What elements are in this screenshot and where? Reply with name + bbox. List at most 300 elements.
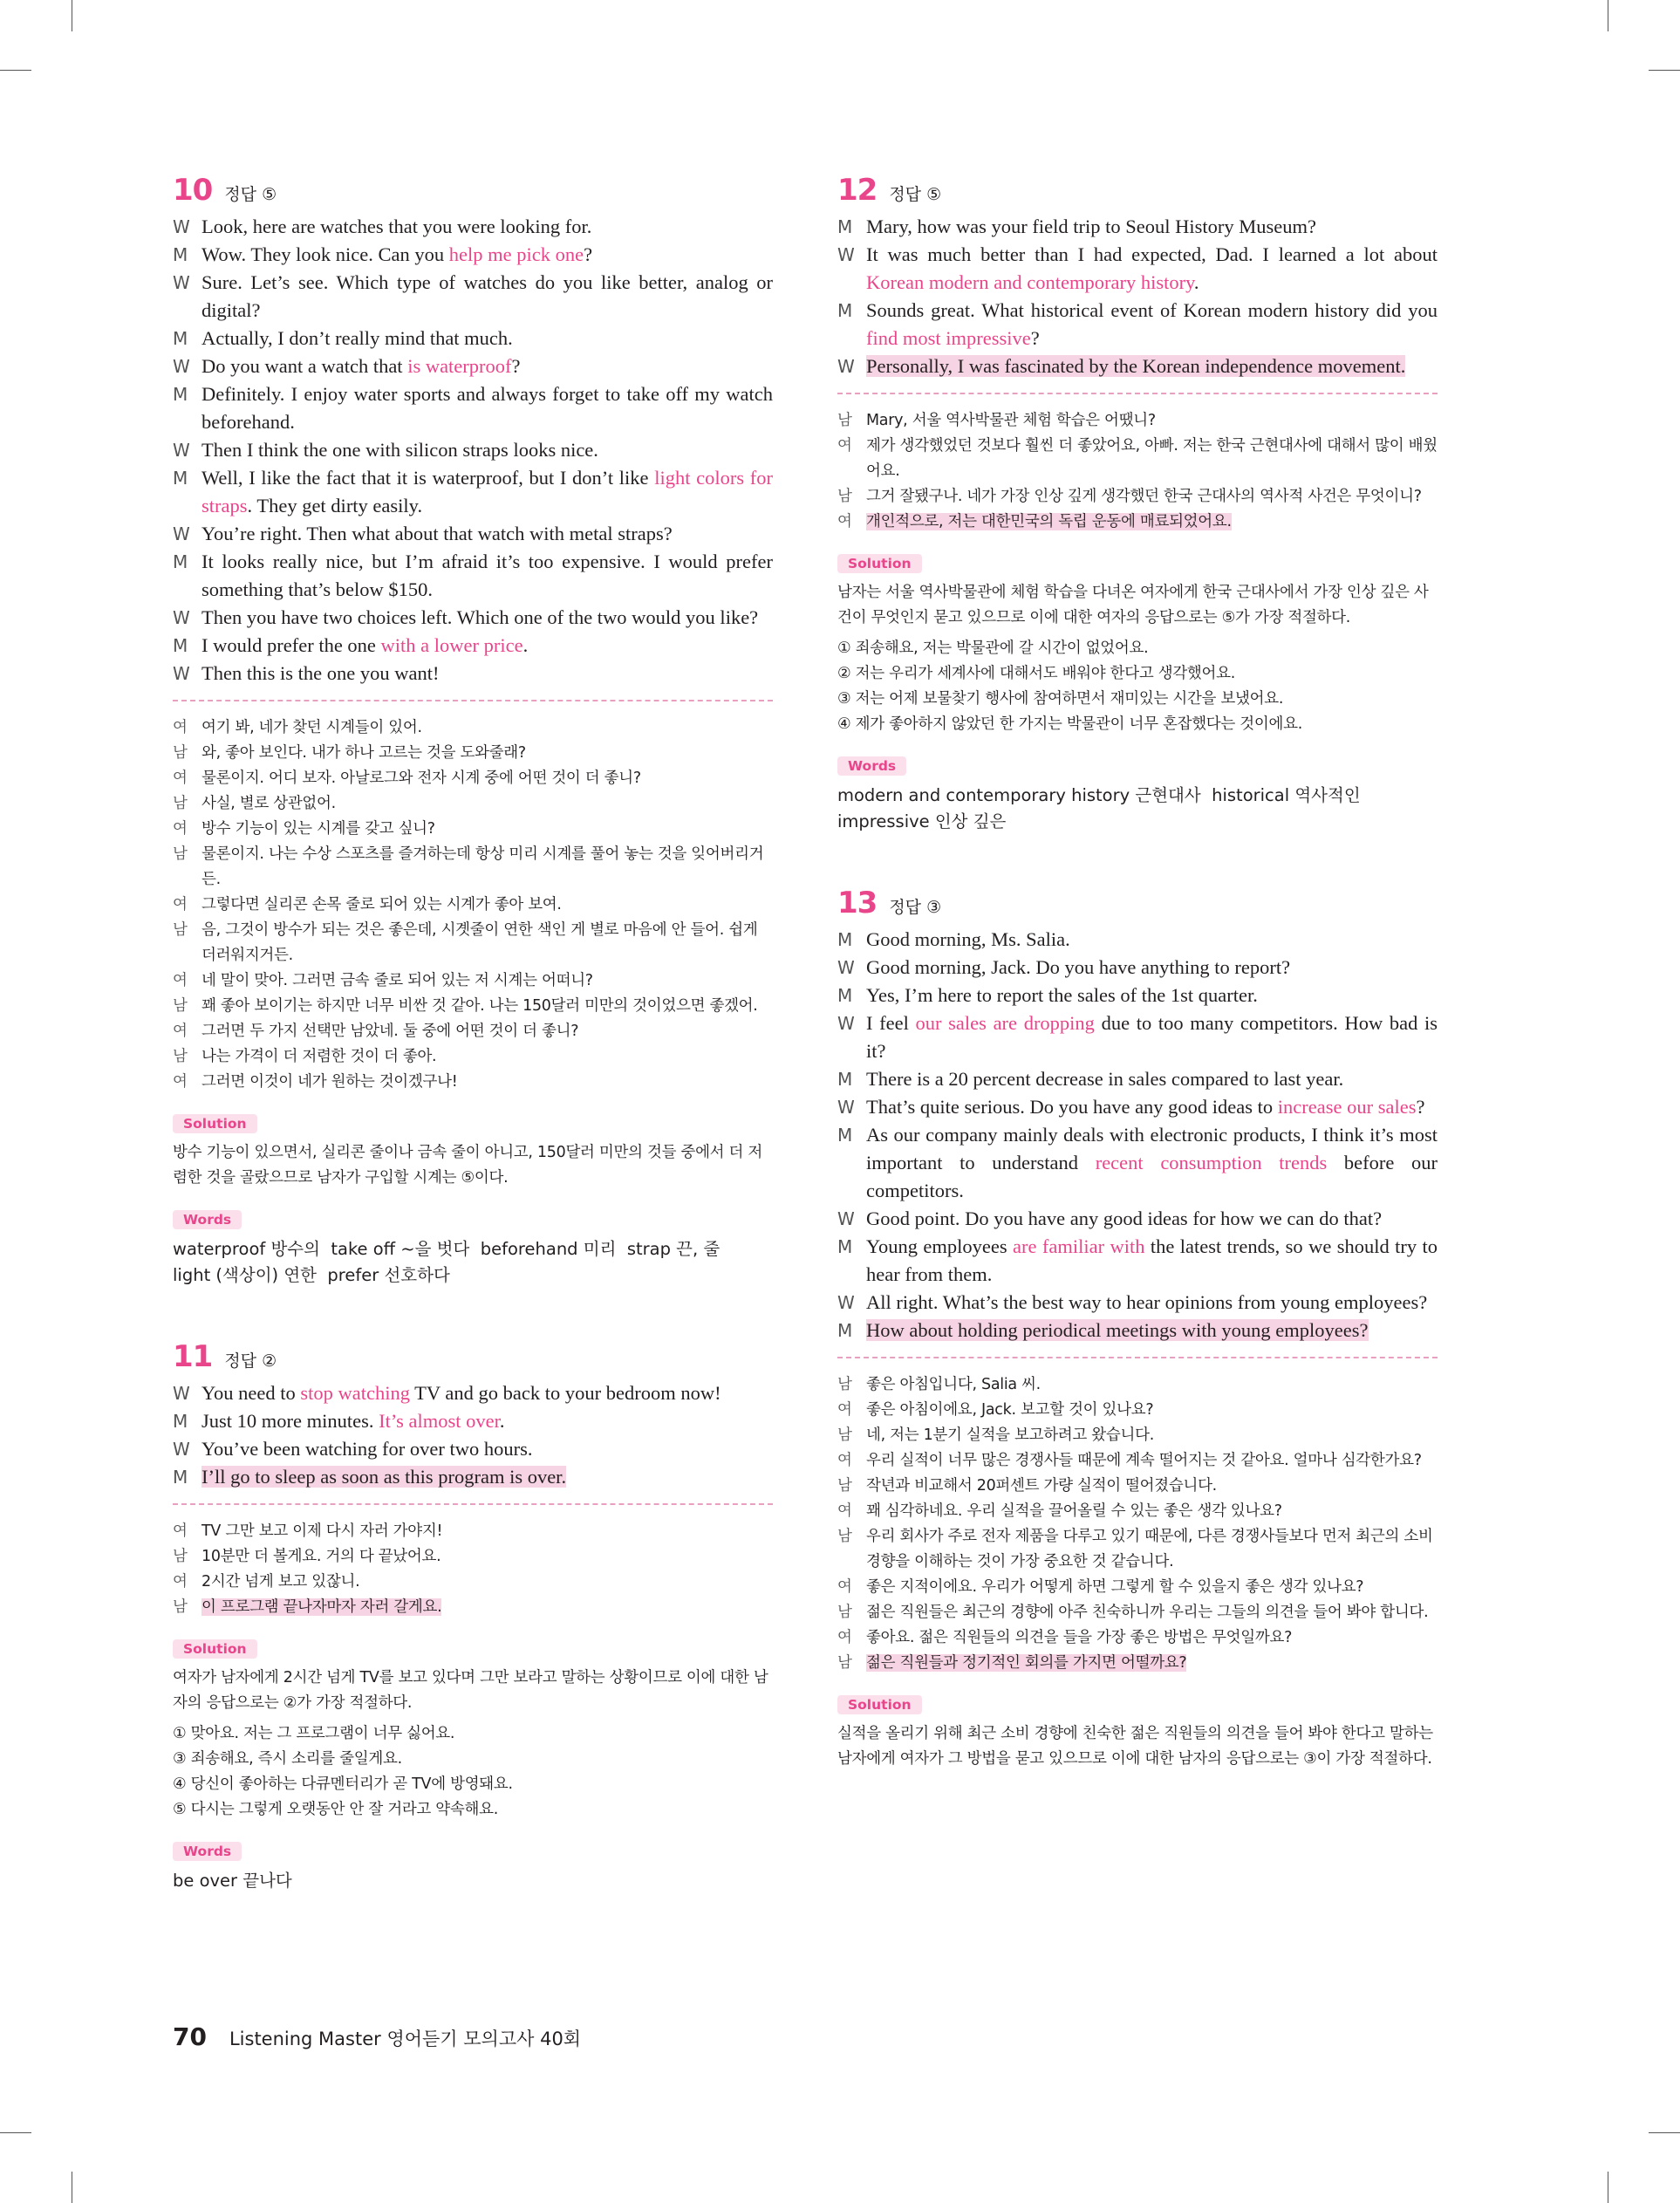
korean-translation bbox=[837, 1372, 1438, 1676]
line-segment: All right. What’s the best way to hear opinions from young employees? bbox=[866, 1291, 1428, 1313]
line-text bbox=[866, 1398, 1438, 1423]
line-segment: Then I think the one with silicon straps looks nice. bbox=[201, 439, 598, 461]
dialog-line bbox=[173, 842, 773, 893]
question-number: 11 bbox=[173, 1339, 213, 1374]
line-text bbox=[201, 1519, 773, 1544]
line-segment: You’ve been watching for over two hours. bbox=[201, 1438, 533, 1460]
dialog-line bbox=[173, 1463, 773, 1491]
solution-tag: Solution bbox=[173, 1639, 257, 1659]
dialog-line bbox=[173, 520, 773, 548]
line-text bbox=[201, 352, 773, 380]
speaker-label: 여 bbox=[837, 437, 852, 455]
speaker-label: 여 bbox=[173, 896, 188, 913]
answer-highlight: 개인적으로, 저는 대한민국의 독립 운동에 매료되었어요. bbox=[866, 513, 1232, 530]
dialog-line bbox=[173, 1595, 773, 1620]
line-segment: I would prefer the one bbox=[201, 634, 381, 656]
answer-highlight: 이 프로그램 끝나자마자 자러 갈게요. bbox=[201, 1598, 442, 1616]
speaker-label: M bbox=[173, 244, 188, 265]
dialog-line bbox=[837, 1398, 1438, 1423]
line-text bbox=[201, 1570, 773, 1595]
line-text bbox=[201, 604, 773, 632]
list-item: ① 죄송해요, 저는 박물관에 갈 시간이 없었어요. bbox=[837, 640, 1149, 657]
line-segment: Sounds great. What historical event of Korean modern history did you bbox=[866, 299, 1438, 321]
line-text bbox=[201, 715, 773, 741]
list-item: waterproof 방수의 take off ~을 벗다 beforehand 미리 strap 끈, 줄 bbox=[173, 1239, 720, 1259]
answer-highlight: 젊은 직원들과 정기적인 회의를 가지면 어떨까요? bbox=[866, 1654, 1187, 1672]
key-phrase: find most impressive bbox=[866, 327, 1031, 349]
line-segment: There is a 20 percent decrease in sales compared to last year. bbox=[866, 1068, 1344, 1090]
dialog-line bbox=[837, 297, 1438, 352]
line-segment: 꽤 심각하네요. 우리 실적을 끌어올릴 수 있는 좋은 생각 있나요? bbox=[866, 1502, 1282, 1520]
key-phrase: light colors for straps bbox=[201, 467, 773, 517]
dialog-line bbox=[173, 1019, 773, 1044]
dialog-line bbox=[173, 436, 773, 464]
speaker-label: M bbox=[837, 929, 853, 950]
speaker-label: 남 bbox=[837, 1604, 852, 1621]
speaker-label: 여 bbox=[837, 1629, 852, 1646]
speaker-label: 남 bbox=[837, 1477, 852, 1495]
line-segment: As our company mainly deals with electronic products, I think it’s most important to understand bbox=[866, 1124, 1438, 1173]
dialog-line bbox=[837, 1233, 1438, 1289]
speaker-label: 여 bbox=[173, 1573, 188, 1591]
line-text bbox=[201, 1595, 773, 1620]
speaker-label: 여 bbox=[173, 1073, 188, 1091]
line-segment: 물론이지. 나는 수상 스포츠를 즐겨하는데 항상 미리 시계를 풀어 놓는 것을 잊어버리거든. bbox=[201, 845, 764, 888]
line-segment: ? bbox=[584, 243, 593, 265]
line-segment: 와, 좋아 보인다. 내가 하나 고르는 것을 도와줄래? bbox=[201, 744, 526, 762]
answer-label: 정답 ② bbox=[224, 1351, 277, 1371]
line-text bbox=[201, 269, 773, 325]
list-item: ⑤ 다시는 그렇게 오랫동안 안 잘 거라고 약속해요. bbox=[173, 1801, 498, 1818]
dialog-line bbox=[173, 893, 773, 918]
question-header bbox=[837, 173, 1438, 208]
korean-translation bbox=[173, 1519, 773, 1620]
line-segment: Good morning, Jack. Do you have anything to report? bbox=[866, 956, 1291, 978]
dialog-line bbox=[837, 1600, 1438, 1625]
line-text bbox=[866, 1524, 1438, 1575]
speaker-label: 남 bbox=[173, 795, 188, 812]
dialog-line bbox=[173, 325, 773, 352]
line-text bbox=[866, 1093, 1438, 1121]
list-item: ③ 저는 어제 보물찾기 행사에 참여하면서 재미있는 시간을 보냈어요. bbox=[837, 690, 1284, 708]
key-phrase: our sales are dropping bbox=[915, 1012, 1095, 1034]
dialog-line bbox=[837, 1474, 1438, 1499]
line-text bbox=[201, 1379, 773, 1407]
line-segment: 2시간 넘게 보고 있잖니. bbox=[201, 1573, 360, 1591]
dialog-line bbox=[837, 1121, 1438, 1205]
line-segment: Good point. Do you have any good ideas for how we can do that? bbox=[866, 1208, 1383, 1229]
speaker-label: 남 bbox=[837, 1426, 852, 1444]
dialog-line bbox=[173, 604, 773, 632]
dialog-line bbox=[173, 548, 773, 604]
english-dialog bbox=[173, 213, 773, 688]
speaker-label: 남 bbox=[173, 1598, 188, 1616]
korean-translation bbox=[837, 408, 1438, 535]
dialog-line bbox=[173, 1570, 773, 1595]
line-text bbox=[866, 1575, 1438, 1600]
dialog-line bbox=[173, 213, 773, 241]
line-text bbox=[201, 213, 773, 241]
words-tag: Words bbox=[837, 756, 906, 776]
line-segment: Yes, I’m here to report the sales of the 1st quarter. bbox=[866, 984, 1258, 1006]
speaker-label: 남 bbox=[173, 1548, 188, 1565]
words-tag: Words bbox=[173, 1842, 242, 1861]
list-item: ③ 죄송해요, 즉시 소리를 줄일게요. bbox=[173, 1750, 402, 1768]
dialog-line bbox=[173, 817, 773, 842]
words-tag: Words bbox=[173, 1210, 242, 1229]
line-text bbox=[201, 1435, 773, 1463]
question-12 bbox=[837, 173, 1438, 835]
line-text bbox=[866, 1233, 1438, 1289]
line-segment: . bbox=[499, 1410, 505, 1432]
book-title: Listening Master 영어듣기 모의고사 40회 bbox=[229, 2029, 582, 2049]
dialog-line bbox=[173, 741, 773, 766]
key-phrase: stop watching bbox=[300, 1382, 410, 1404]
speaker-label: 여 bbox=[173, 1522, 188, 1540]
line-text bbox=[866, 1289, 1438, 1317]
line-segment: 방수 기능이 있는 시계를 갖고 싶니? bbox=[201, 820, 435, 838]
line-text bbox=[201, 660, 773, 688]
speaker-label: 남 bbox=[173, 744, 188, 762]
line-segment: 음, 그것이 방수가 되는 것은 좋은데, 시곗줄이 연한 색인 게 별로 마음에 안 들어. 쉽게 더러워지거든. bbox=[201, 921, 758, 964]
key-phrase: increase our sales bbox=[1277, 1096, 1417, 1118]
question-11 bbox=[173, 1339, 773, 1894]
speaker-label: 남 bbox=[837, 488, 852, 505]
speaker-label: M bbox=[173, 635, 188, 656]
spacer bbox=[173, 1289, 773, 1339]
dialog-line bbox=[837, 434, 1438, 484]
answer-label: 정답 ③ bbox=[889, 898, 942, 917]
speaker-label: M bbox=[837, 1069, 853, 1090]
list-item: ④ 당신이 좋아하는 다큐멘터리가 곧 TV에 방영돼요. bbox=[173, 1775, 513, 1793]
line-text bbox=[866, 1423, 1438, 1448]
speaker-label: 여 bbox=[837, 1401, 852, 1419]
line-text bbox=[201, 1019, 773, 1044]
line-text bbox=[866, 1600, 1438, 1625]
line-text bbox=[866, 408, 1438, 434]
line-segment: 좋은 지적이에요. 우리가 어떻게 하면 그렇게 할 수 있을지 좋은 생각 있나요? bbox=[866, 1578, 1364, 1596]
dialog-line bbox=[837, 213, 1438, 241]
dialog-line bbox=[173, 791, 773, 817]
dialog-line bbox=[837, 1065, 1438, 1093]
line-text bbox=[201, 994, 773, 1019]
line-segment: 그거 잘됐구나. 네가 가장 인상 깊게 생각했던 한국 근대사의 역사적 사건은 무엇이니? bbox=[866, 488, 1422, 505]
line-segment: Actually, I don’t really mind that much. bbox=[201, 327, 513, 349]
dialog-line bbox=[173, 632, 773, 660]
list-item: be over 끝나다 bbox=[173, 1871, 292, 1891]
speaker-label: M bbox=[173, 1411, 188, 1432]
line-text bbox=[201, 893, 773, 918]
dialog-line bbox=[173, 715, 773, 741]
line-segment: 네 말이 맞아. 그러면 금속 줄로 되어 있는 저 시계는 어떠니? bbox=[201, 972, 593, 989]
options-list bbox=[173, 1721, 773, 1823]
solution-text: 방수 기능이 있으면서, 실리콘 줄이나 금속 줄이 아니고, 150달러 미만의 것들 중에서 더 저렴한 것을 골랐으므로 남자가 구입할 시계는 ⑤이다. bbox=[173, 1144, 763, 1187]
line-text bbox=[201, 520, 773, 548]
options-list bbox=[837, 636, 1438, 737]
key-phrase: It’s almost over bbox=[379, 1410, 500, 1432]
line-text bbox=[866, 926, 1438, 954]
line-segment: 네, 저는 1분기 실적을 보고하려고 왔습니다. bbox=[866, 1426, 1154, 1444]
dialog-line bbox=[837, 1651, 1438, 1676]
line-segment: ? bbox=[1416, 1096, 1425, 1118]
line-text bbox=[866, 1372, 1438, 1398]
solution-text: 실적을 올리기 위해 최근 소비 경향에 친숙한 젊은 직원들의 의견을 들어 봐야 한다고 말하는 남자에게 여자가 그 방법을 묻고 있으므로 이에 대한 남자의 응답으로는 ③이 가장 적절하다. bbox=[837, 1725, 1433, 1768]
line-text bbox=[866, 1121, 1438, 1205]
dialog-line bbox=[173, 380, 773, 436]
speaker-label: W bbox=[173, 1383, 190, 1404]
line-segment: 우리 회사가 주로 전자 제품을 다루고 있기 때문에, 다른 경쟁사들보다 먼저 최근의 소비 경향을 이해하는 것이 가장 중요한 것 같습니다. bbox=[866, 1528, 1433, 1570]
crop-mark bbox=[0, 2132, 31, 2133]
line-text bbox=[201, 380, 773, 436]
page-number: 70 bbox=[173, 2022, 207, 2051]
line-segment: 제가 생각했었던 것보다 훨씬 더 좋았어요, 아빠. 저는 한국 근현대사에 대해서 많이 배웠어요. bbox=[866, 437, 1438, 480]
words-list bbox=[173, 1868, 773, 1894]
line-text bbox=[866, 297, 1438, 352]
dialog-line bbox=[173, 1070, 773, 1095]
line-text bbox=[201, 741, 773, 766]
answer-highlight: I’ll go to sleep as soon as this program is over. bbox=[201, 1466, 567, 1488]
line-text bbox=[866, 1205, 1438, 1233]
dialog-line bbox=[173, 241, 773, 269]
dialog-line bbox=[173, 1407, 773, 1435]
solution-text: 여자가 남자에게 2시간 넘게 TV를 보고 있다며 그만 보라고 말하는 상황이므로 이에 대한 남자의 응답으로는 ②가 가장 적절하다. bbox=[173, 1669, 768, 1712]
speaker-label: 남 bbox=[837, 1654, 852, 1672]
english-dialog bbox=[837, 213, 1438, 380]
line-text bbox=[866, 954, 1438, 982]
divider bbox=[173, 1503, 773, 1505]
line-text bbox=[866, 1317, 1438, 1344]
line-segment: Just 10 more minutes. bbox=[201, 1410, 379, 1432]
question-header bbox=[173, 1339, 773, 1374]
dialog-line bbox=[837, 954, 1438, 982]
dialog-line bbox=[837, 1575, 1438, 1600]
line-text bbox=[201, 325, 773, 352]
speaker-label: M bbox=[837, 1236, 853, 1257]
speaker-label: M bbox=[173, 1467, 188, 1488]
speaker-label: W bbox=[837, 1097, 855, 1118]
words-list bbox=[173, 1236, 773, 1289]
english-dialog bbox=[837, 926, 1438, 1344]
list-item: ② 저는 우리가 세계사에 대해서도 배워야 한다고 생각했어요. bbox=[837, 665, 1236, 682]
solution-tag: Solution bbox=[837, 1695, 922, 1714]
korean-translation bbox=[173, 715, 773, 1095]
dialog-line bbox=[173, 464, 773, 520]
line-text bbox=[201, 548, 773, 604]
speaker-label: M bbox=[173, 468, 188, 489]
divider bbox=[173, 700, 773, 701]
line-segment: Wow. They look nice. Can you bbox=[201, 243, 449, 265]
line-segment: 그렇다면 실리콘 손목 줄로 되어 있는 시계가 좋아 보여. bbox=[201, 896, 562, 913]
line-segment: due to too many competitors. How bad is it? bbox=[866, 1012, 1438, 1062]
line-segment: 물론이지. 어디 보자. 아날로그와 전자 시계 중에 어떤 것이 더 좋니? bbox=[201, 770, 641, 787]
line-segment: 우리 실적이 너무 많은 경쟁사들 때문에 계속 떨어지는 것 같아요. 얼마나 심각한가요? bbox=[866, 1452, 1422, 1469]
line-text bbox=[866, 434, 1438, 484]
line-text bbox=[201, 1407, 773, 1435]
line-segment: 사실, 별로 상관없어. bbox=[201, 795, 336, 812]
speaker-label: W bbox=[837, 1013, 855, 1034]
dialog-line bbox=[837, 408, 1438, 434]
speaker-label: M bbox=[173, 384, 188, 405]
list-item: light (색상이) 연한 prefer 선호하다 bbox=[173, 1265, 450, 1285]
line-text bbox=[866, 1499, 1438, 1524]
key-phrase: with a lower price bbox=[380, 634, 523, 656]
dialog-line bbox=[837, 1524, 1438, 1575]
words-list bbox=[837, 783, 1438, 835]
line-text bbox=[201, 918, 773, 968]
question-number: 10 bbox=[173, 173, 213, 208]
question-10 bbox=[173, 173, 773, 1289]
dialog-line bbox=[173, 918, 773, 968]
key-phrase: help me pick one bbox=[448, 243, 584, 265]
dialog-line bbox=[837, 1423, 1438, 1448]
speaker-label: 남 bbox=[173, 921, 188, 939]
dialog-line bbox=[173, 1519, 773, 1544]
key-phrase: is waterproof bbox=[407, 355, 512, 377]
speaker-label: 남 bbox=[173, 1048, 188, 1065]
key-phrase: recent consumption trends bbox=[1095, 1152, 1328, 1173]
line-segment: 좋은 아침입니다, Salia 씨. bbox=[866, 1376, 1041, 1393]
speaker-label: 여 bbox=[173, 719, 188, 736]
line-text bbox=[866, 1625, 1438, 1651]
speaker-label: 남 bbox=[173, 845, 188, 863]
dialog-line bbox=[173, 1044, 773, 1070]
line-segment: It was much better than I had expected, Dad. I learned a lot about bbox=[866, 243, 1438, 265]
line-segment: 나는 가격이 더 저렴한 것이 더 좋아. bbox=[201, 1048, 437, 1065]
line-segment: 그러면 이것이 네가 원하는 것이겠구나! bbox=[201, 1073, 458, 1091]
speaker-label: W bbox=[173, 663, 190, 684]
answer-label: 정답 ⑤ bbox=[889, 185, 942, 204]
speaker-label: M bbox=[173, 551, 188, 572]
line-segment: Young employees bbox=[866, 1235, 1014, 1257]
line-segment: 그러면 두 가지 선택만 남았네. 둘 중에 어떤 것이 더 좋니? bbox=[201, 1023, 579, 1040]
line-text bbox=[866, 982, 1438, 1009]
line-segment: 작년과 비교해서 20퍼센트 가량 실적이 떨어졌습니다. bbox=[866, 1477, 1217, 1495]
dialog-line bbox=[173, 1379, 773, 1407]
line-segment: Well, I like the fact that it is waterproof, but I don’t like bbox=[201, 467, 655, 489]
speaker-label: M bbox=[837, 985, 853, 1006]
line-text bbox=[201, 791, 773, 817]
line-text bbox=[866, 213, 1438, 241]
line-segment: 좋아요. 젊은 직원들의 의견을 들을 가장 좋은 방법은 무엇일까요? bbox=[866, 1629, 1293, 1646]
crop-mark bbox=[1649, 70, 1680, 71]
line-text bbox=[866, 1448, 1438, 1474]
line-segment: TV 그만 보고 이제 다시 자러 가야지! bbox=[201, 1522, 443, 1540]
line-segment: That’s quite serious. Do you have any good ideas to bbox=[866, 1096, 1278, 1118]
dialog-line bbox=[837, 1289, 1438, 1317]
dialog-line bbox=[837, 241, 1438, 297]
line-text bbox=[201, 241, 773, 269]
answer-label: 정답 ⑤ bbox=[224, 185, 277, 204]
right-column bbox=[837, 173, 1438, 1772]
dialog-line bbox=[837, 1093, 1438, 1121]
line-segment: Sure. Let’s see. Which type of watches do you like better, analog or digital? bbox=[201, 271, 773, 321]
list-item: ① 맞아요. 저는 그 프로그램이 너무 싫어요. bbox=[173, 1725, 455, 1742]
dialog-line bbox=[837, 982, 1438, 1009]
line-segment: before our competitors. bbox=[866, 1152, 1438, 1201]
question-header bbox=[837, 886, 1438, 920]
speaker-label: 여 bbox=[837, 513, 852, 530]
speaker-label: W bbox=[173, 1439, 190, 1460]
line-text bbox=[866, 484, 1438, 510]
line-text bbox=[201, 436, 773, 464]
line-text bbox=[866, 510, 1438, 535]
dialog-line bbox=[837, 1317, 1438, 1344]
line-segment: . bbox=[522, 634, 529, 656]
dialog-line bbox=[837, 1009, 1438, 1065]
speaker-label: W bbox=[837, 356, 855, 377]
line-segment: It looks really nice, but I’m afraid it’s too expensive. I would prefer something that’s below $150. bbox=[201, 551, 773, 600]
spacer bbox=[837, 835, 1438, 886]
line-segment: You’re right. Then what about that watch with metal straps? bbox=[201, 523, 673, 544]
line-text bbox=[201, 1544, 773, 1570]
speaker-label: 남 bbox=[837, 412, 852, 429]
dialog-line bbox=[837, 484, 1438, 510]
speaker-label: 여 bbox=[173, 820, 188, 838]
speaker-label: W bbox=[837, 957, 855, 978]
line-text bbox=[201, 766, 773, 791]
left-column bbox=[173, 173, 773, 1894]
key-phrase: Korean modern and contemporary history bbox=[866, 271, 1194, 293]
speaker-label: W bbox=[837, 1292, 855, 1313]
line-segment: Look, here are watches that you were looking for. bbox=[201, 216, 592, 237]
line-segment: I feel bbox=[866, 1012, 916, 1034]
line-text bbox=[201, 968, 773, 994]
speaker-label: W bbox=[173, 272, 190, 293]
key-phrase: are familiar with bbox=[1013, 1235, 1145, 1257]
line-text bbox=[201, 632, 773, 660]
line-text bbox=[201, 842, 773, 893]
line-text bbox=[866, 352, 1438, 380]
answer-highlight: How about holding periodical meetings with young employees? bbox=[866, 1319, 1369, 1341]
dialog-line bbox=[173, 994, 773, 1019]
speaker-label: 여 bbox=[173, 972, 188, 989]
line-segment: 여기 봐, 네가 찾던 시계들이 있어. bbox=[201, 719, 422, 736]
dialog-line bbox=[837, 1499, 1438, 1524]
dialog-line bbox=[837, 1372, 1438, 1398]
solution-tag: Solution bbox=[173, 1114, 257, 1133]
line-segment: 젊은 직원들은 최근의 경향에 아주 친숙하니까 우리는 그들의 의견을 들어 봐야 합니다. bbox=[866, 1604, 1429, 1621]
speaker-label: 여 bbox=[837, 1502, 852, 1520]
speaker-label: 여 bbox=[173, 1023, 188, 1040]
dialog-line bbox=[837, 1448, 1438, 1474]
line-text bbox=[201, 817, 773, 842]
solution-tag: Solution bbox=[837, 554, 922, 573]
speaker-label: W bbox=[173, 607, 190, 628]
speaker-label: 여 bbox=[837, 1452, 852, 1469]
solution-text: 남자는 서울 역사박물관에 체험 학습을 다녀온 여자에게 한국 근대사에서 가장 인상 깊은 사건이 무엇인지 묻고 있으므로 이에 대한 여자의 응답으로는 ⑤가 가장 적절하다. bbox=[837, 584, 1429, 626]
speaker-label: M bbox=[837, 300, 853, 321]
dialog-line bbox=[173, 968, 773, 994]
line-segment: Good morning, Ms. Salia. bbox=[866, 928, 1070, 950]
speaker-label: M bbox=[837, 216, 853, 237]
question-header bbox=[173, 173, 773, 208]
list-item: modern and contemporary history 근현대사 historical 역사적인 bbox=[837, 785, 1361, 805]
dialog-line bbox=[173, 1435, 773, 1463]
line-text bbox=[201, 464, 773, 520]
question-number: 13 bbox=[837, 886, 878, 920]
page-footer bbox=[173, 2022, 581, 2051]
divider bbox=[837, 1357, 1438, 1358]
line-text bbox=[866, 1065, 1438, 1093]
question-13 bbox=[837, 886, 1438, 1772]
divider bbox=[837, 393, 1438, 394]
speaker-label: M bbox=[173, 328, 188, 349]
list-item: ④ 제가 좋아하지 않았던 한 가지는 박물관이 너무 혼잡했다는 것이에요. bbox=[837, 715, 1302, 733]
line-text bbox=[866, 1651, 1438, 1676]
dialog-line bbox=[173, 766, 773, 791]
line-segment: . bbox=[1193, 271, 1199, 293]
line-segment: 좋은 아침이에요, Jack. 보고할 것이 있나요? bbox=[866, 1401, 1154, 1419]
